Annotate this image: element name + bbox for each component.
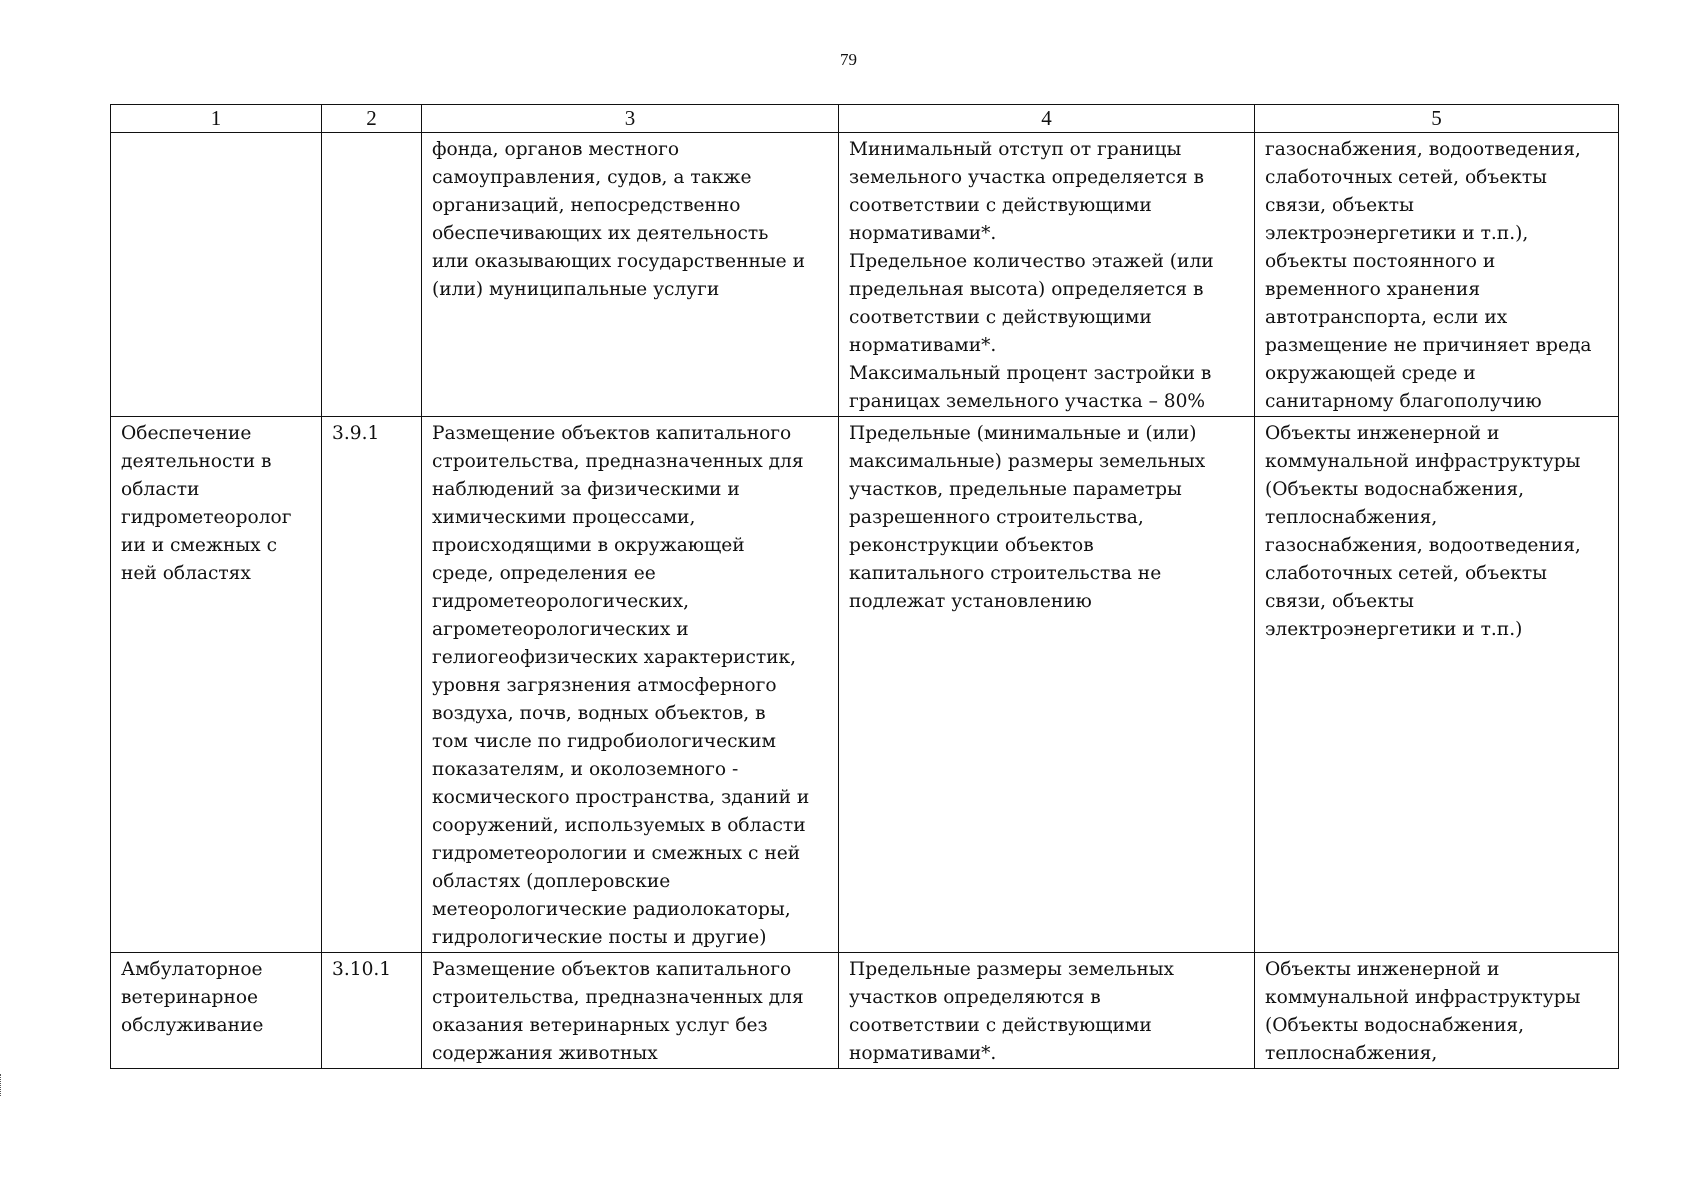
table-row [111, 417, 1619, 953]
table-row [111, 133, 1619, 417]
page-number: 79 [840, 50, 857, 69]
limit-parameters-cell: Предельные размеры земельных участков определяются в соответствии с действующими нормативами*. [839, 953, 1255, 1069]
column-header-4: 4 [839, 105, 1255, 133]
use-type-code-cell: 3.10.1 [322, 953, 422, 1069]
column-header-2: 2 [322, 105, 422, 133]
auxiliary-uses-cell: Объекты инженерной и коммунальной инфраструктуры (Объекты водоснабжения, теплоснабжения, газоснабжения, водоотведения, слаботочных сетей, объекты связи, объекты электроэнергетики и т.п.) [1255, 417, 1619, 953]
use-description-cell: Размещение объектов капитального строительства, предназначенных для наблюдений за физическими и химическими процессами, происходящими в окружающей среде, определения ее гидрометеорологических, агрометеорологических и гелиогеофизических характеристик, уровня загрязнения атмосферного воздуха, почв, водных объектов, в том числе по гидробиологическим показателям, и околоземного - космического пространства, зданий и сооружений, используемых в области гидрометеорологии и смежных с ней областях (доплеровские метеорологические радиолокаторы, гидрологические посты и другие) [422, 417, 839, 953]
use-type-name-cell: Обеспечение деятельности в области гидрометеоролог ии и смежных с ней областях [111, 417, 322, 953]
limit-parameters-cell: Минимальный отступ от границы земельного участка определяется в соответствии с действующими нормативами*. Предельное количество этажей (или предельная высота) определяется в соответствии с действующими нормативами*. Максимальный процент застройки в границах земельного участка – 80% [839, 133, 1255, 417]
use-type-code-cell [322, 133, 422, 417]
column-header-5: 5 [1255, 105, 1619, 133]
column-header-1: 1 [111, 105, 322, 133]
land-use-regulations-table [110, 104, 1619, 1069]
table-row [111, 953, 1619, 1069]
limit-parameters-cell: Предельные (минимальные и (или) максимальные) размеры земельных участков, предельные параметры разрешенного строительства, реконструкции объектов капитального строительства не подлежат установлению [839, 417, 1255, 953]
use-type-name-cell: Амбулаторное ветеринарное обслуживание [111, 953, 322, 1069]
use-description-cell: Размещение объектов капитального строительства, предназначенных для оказания ветеринарных услуг без содержания животных [422, 953, 839, 1069]
column-number-header-row [111, 105, 1619, 133]
use-type-name-cell [111, 133, 322, 417]
use-type-code-cell: 3.9.1 [322, 417, 422, 953]
column-header-3: 3 [422, 105, 839, 133]
auxiliary-uses-cell: газоснабжения, водоотведения, слаботочных сетей, объекты связи, объекты электроэнергетики и т.п.), объекты постоянного и временного хранения автотранспорта, если их размещение не причиняет вреда окружающей среде и санитарному благополучию [1255, 133, 1619, 417]
auxiliary-uses-cell: Объекты инженерной и коммунальной инфраструктуры (Объекты водоснабжения, теплоснабжения, [1255, 953, 1619, 1069]
scan-margin-mark [0, 1074, 5, 1096]
use-description-cell: фонда, органов местного самоуправления, судов, а также организаций, непосредственно обеспечивающих их деятельность или оказывающих государственные и (или) муниципальные услуги [422, 133, 839, 417]
